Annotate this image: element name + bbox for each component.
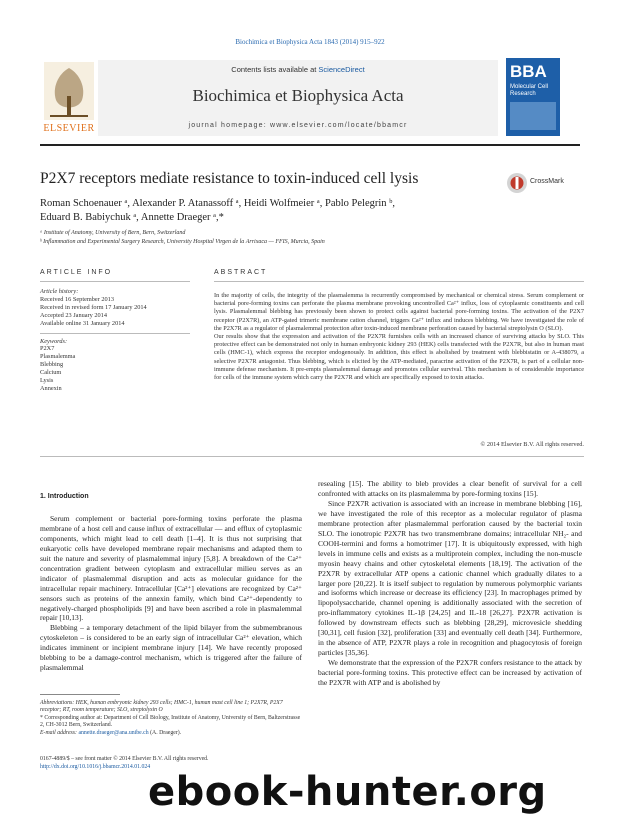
history-item: Available online 31 January 2014 [40, 319, 125, 327]
cover-subtitle-2: Research [510, 91, 536, 97]
email-footnote: E-mail address: annette.draeger@ana.unibe.ch (A. Draeger). [40, 729, 182, 736]
copyright-line: © 2014 Elsevier B.V. All rights reserved. [480, 441, 584, 448]
cover-subtitle-1: Molecular Cell [510, 84, 549, 90]
abstract-paragraph: Our results show that the expression and activation of the P2X7R furnishes cells with an increased chance of surviving attacks by SLO. This protective effect can be demonstrated not only in human embryonic kidney 293 (HEK) cells transfected with the P2X7R, but also in human mast cells (HMC-1), which express the receptor endogenously. In addition, this effect is abolished by treatment with blebbistatin or A-438079, a selective P2X7R antagonist. Thus blebbing, which is elicited by the ATP-mediated, paracrine activation of the P2X7R, is part of a cellular non-immune defense mechanism. It pre-empts plasmalemmal damage and promotes cellular survival. This mechanism is of considerable importance for cells of the immune system which carry the P2X7R and which are specifically exposed to toxin attacks. [214, 333, 584, 382]
corresponding-author-footnote: * Corresponding author at: Department of Cell Biology, Institute of Anatomy, University of Bern, Baltzerstrasse 2, CH-3012 Bern, Switzerland. [40, 714, 301, 729]
crossmark-badge[interactable] [506, 172, 586, 196]
watermark: ebook-hunter.org [148, 769, 547, 815]
keywords-label: Keywords: [40, 337, 68, 345]
issn-line: 0167-4889/$ – see front matter © 2014 Elsevier B.V. All rights reserved. [40, 756, 209, 762]
history-item: Received 16 September 2013 [40, 295, 114, 303]
body-right-column [318, 479, 582, 688]
article-title: P2X7 receptors mediate resistance to toxin-induced cell lysis [40, 170, 419, 187]
footnote-rule [40, 694, 120, 695]
abstract-paragraph: In the majority of cells, the integrity of the plasmalemma is recurrently compromised by mechanical or chemical stress. Serum complement or bacterial pore-forming toxins can perforate the plasma membrane provoking uncontrolled Ca²⁺ influx, loss of cytoplasmic constituents and cell lysis. Plasmalemmal blebbing has previously been shown to protect cells against bacterial pore-forming toxins. The activation of the P2X7 receptor (P2X7R), an ATP-gated trimeric membrane cation channel, triggers Ca²⁺ influx and induces blebbing. We have investigated the role of the P2X7R as a regulator of plasmalemmal protection after toxin-induced membrane perforation caused by bacterial streptolysin O (SLO). [214, 292, 584, 332]
doi-link[interactable]: http://dx.doi.org/10.1016/j.bbamcr.2014.01.024 [40, 763, 151, 770]
article-info-heading: ARTICLE INFO [40, 269, 113, 276]
keyword: Lysis [40, 377, 54, 385]
header-rule [40, 144, 580, 146]
affiliation-b: ᵇ Inflammation and Experimental Surgery Research, University Hospital Virgen de la Arrixaca — FFIS, Murcia, Spain [40, 239, 325, 245]
elsevier-logo [40, 60, 98, 136]
body-paragraph: We demonstrate that the expression of the P2X7R confers resistance to the attack by bacterial pore-forming toxins. This protective effect can be increased by activation of the P2X7R with ATP and is abolished by [318, 658, 582, 688]
journal-title: Biochimica et Biophysica Acta [192, 86, 404, 105]
keyword: Annexin [40, 384, 62, 392]
journal-citation[interactable]: Biochimica et Biophysica Acta 1843 (2014) 915–922 [235, 38, 385, 46]
journal-header [40, 60, 580, 138]
body-left-column [40, 492, 302, 673]
abstract-heading: ABSTRACT [214, 269, 268, 276]
authors-line-1: Roman Schoenauer ᵃ, Alexander P. Atanassoff ᵃ, Heidi Wolfmeier ᵃ, Pablo Pelegrin ᵇ, [40, 198, 396, 209]
journal-cover [506, 58, 560, 136]
elsevier-wordmark: ELSEVIER [43, 123, 95, 134]
abbreviations-footnote: Abbreviations: HEK, human embryonic kidney 293 cells; HMC-1, human mast cell line 1; P2X7R, P2X7 receptor; RT, room temperature; SLO, streptolysin O [40, 700, 283, 714]
abstract-rule [214, 281, 584, 282]
contents-line: Contents lists available at ScienceDirect [231, 65, 365, 74]
abstract-body [214, 292, 584, 382]
keyword: Blebbing [40, 361, 64, 369]
authors-line-2: Eduard B. Babiychuk ᵃ, Annette Draeger ᵃ,* [40, 212, 224, 223]
affiliation-a: ᵃ Institute of Anatomy, University of Bern, Bern, Switzerland [40, 230, 186, 236]
keyword: Calcium [40, 369, 62, 377]
body-paragraph: Serum complement or bacterial pore-forming toxins perforate the plasma membrane of a host cell and cause influx of extracellular — and efflux of cytoplasmic components, which might lead to cell death [1–4]. It is thus not surprising that eukaryotic cells have developed membrane repair mechanisms and adapted them to suit the nature and severity of plasmalemmal injury [5,8]. A breakdown of the Ca²⁺ concentration gradient between cytoplasm and extracellular milieu serves as an indicator of plasmalemmal disruption and acts as molecular guidance for the intracellular repair machinery. Intracellular [Ca²⁺] elevations are recognized by Ca²⁺ sensors such as proteins of the annexin family, which bind Ca²⁺-dependently to negatively-charged phospholipids [9] and have been ascribed a role in plasmalemmal repair [10,13]. [40, 513, 302, 623]
article-info [40, 288, 190, 393]
sciencedirect-link[interactable]: ScienceDirect [318, 65, 365, 74]
journal-banner [98, 60, 498, 136]
info-divider [40, 333, 190, 334]
keyword: Plasmalemma [40, 353, 76, 361]
crossmark-label: CrossMark [530, 178, 564, 185]
body-paragraph: Blebbing – a temporary detachment of the lipid bilayer from the submembranous cytoskeleton – is considered to be an early sign of intracellular Ca²⁺ elevation, which indicates imminent or incipient membrane injury [14]. We have recently proposed blebbing to be a damage-control mechanism, which is triggered after the failure of plasmalemmal [40, 623, 302, 673]
crossmark-icon [506, 172, 528, 194]
section-heading: 1. Introduction [40, 493, 89, 500]
keyword: P2X7 [40, 345, 55, 353]
history-item: Received in revised form 17 January 2014 [40, 303, 147, 311]
abstract-bottom-rule [40, 456, 584, 457]
journal-homepage[interactable]: journal homepage: www.elsevier.com/locate/bbamcr [188, 122, 408, 129]
history-item: Accepted 23 January 2014 [40, 311, 107, 319]
body-paragraph: resealing [15]. The ability to bleb provides a clear benefit of survival for a cell confronted with attacks on its plasmalemma by pore-forming toxins [15]. [318, 479, 582, 498]
info-rule [40, 281, 190, 282]
body-paragraph: Since P2X7R activation is associated with an increase in membrane blebbing [16], we have investigated the role of this receptor as a molecular regulator of plasma membrane protection after plasmalemmal perforation caused by the bacterial toxin SLO. The ionotropic P2X7R has two transmembrane domains; intracellular NH₂- and COOH-termini and forms a homotrimer [17]. It is ubiquitously expressed, with high levels in immune cells and exists as a multiprotein complex, including the non-muscle myosin heavy chains and other cytoskeletal elements [18,19]. The activation of the P2X7R by extracellular ATP opens a cationic channel which gradually dilates to a larger pore [20,22]. It is itself subject to regulation by numerous polymorphic variants and isoforms which increase or decrease its efficiency [23]. In macrophages primed by lipopolysaccharide, channel opening is additionally associated with the secretion of pro-inflammatory cytokines IL-1β [24,25] and IL-18 [26,27]. P2X7R activation is followed by downstream effects such as blebbing [28,29], microvesicle shedding [30,31], cell fusion [32], proliferation [33] and eventually cell death [34]. Furthermore, in the absence of ATP, P2X7R plays a role in recognition and phagocytosis of foreign particles [35,36]. [318, 498, 582, 658]
author-list [40, 197, 480, 225]
email-link[interactable]: annette.draeger@ana.unibe.ch [78, 729, 149, 736]
cover-bba: BBA [510, 62, 547, 81]
footnotes [40, 700, 302, 737]
history-label: Article history: [40, 288, 79, 295]
